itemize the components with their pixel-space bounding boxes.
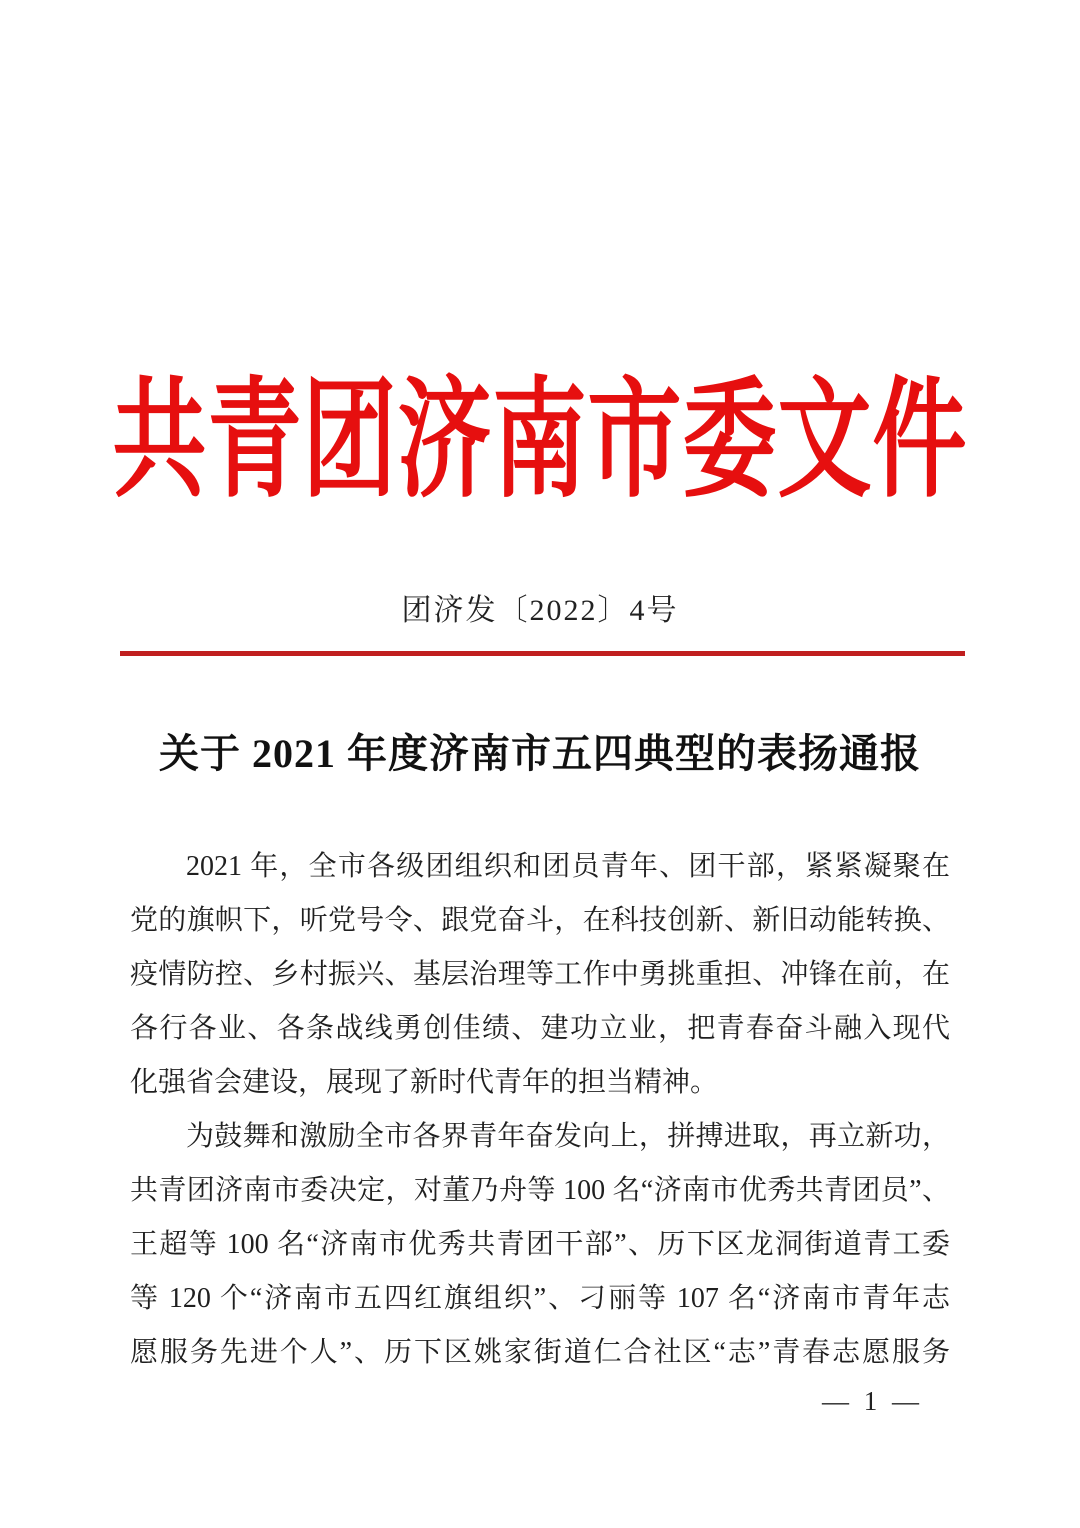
body-text-line: 等 120 个“济南市五四红旗组织”、刁丽等 107 名“济南市青年志 (130, 1283, 950, 1314)
body-text-line: 各行各业、各条战线勇创佳绩、建功立业，把青春奋斗融入现代 (130, 1013, 950, 1044)
body-text-line: 为鼓舞和激励全市各界青年奋发向上，拼搏进取，再立新功， (186, 1121, 950, 1152)
body-text-line: 党的旗帜下，听党号令、跟党奋斗，在科技创新、新旧动能转换、 (130, 905, 950, 936)
body-text-line: 化强省会建设，展现了新时代青年的担当精神。 (130, 1067, 719, 1098)
page-number: — 1 — (822, 1386, 923, 1416)
document-title: 关于 2021 年度济南市五四典型的表扬通报 (159, 731, 921, 776)
document-number: 团济发〔2022〕4号 (401, 594, 679, 627)
body-text-line: 王超等 100 名“济南市优秀共青团干部”、历下区龙洞街道青工委 (130, 1229, 950, 1260)
body-text-line: 疫情防控、乡村振兴、基层治理等工作中勇挑重担、冲锋在前，在 (130, 959, 950, 990)
red-divider-line (120, 651, 965, 656)
body-text-line: 共青团济南市委决定，对董乃舟等 100 名“济南市优秀共青团员”、 (130, 1175, 950, 1206)
letterhead (0, 370, 1080, 514)
document-body (130, 840, 950, 1380)
body-text-line: 愿服务先进个人”、历下区姚家街道仁合社区“志”青春志愿服务 (130, 1337, 950, 1368)
letterhead-title: 共青团济南市委文件 (112, 370, 968, 514)
body-text-line: 2021 年，全市各级团组织和团员青年、团干部，紧紧凝聚在 (186, 851, 950, 882)
